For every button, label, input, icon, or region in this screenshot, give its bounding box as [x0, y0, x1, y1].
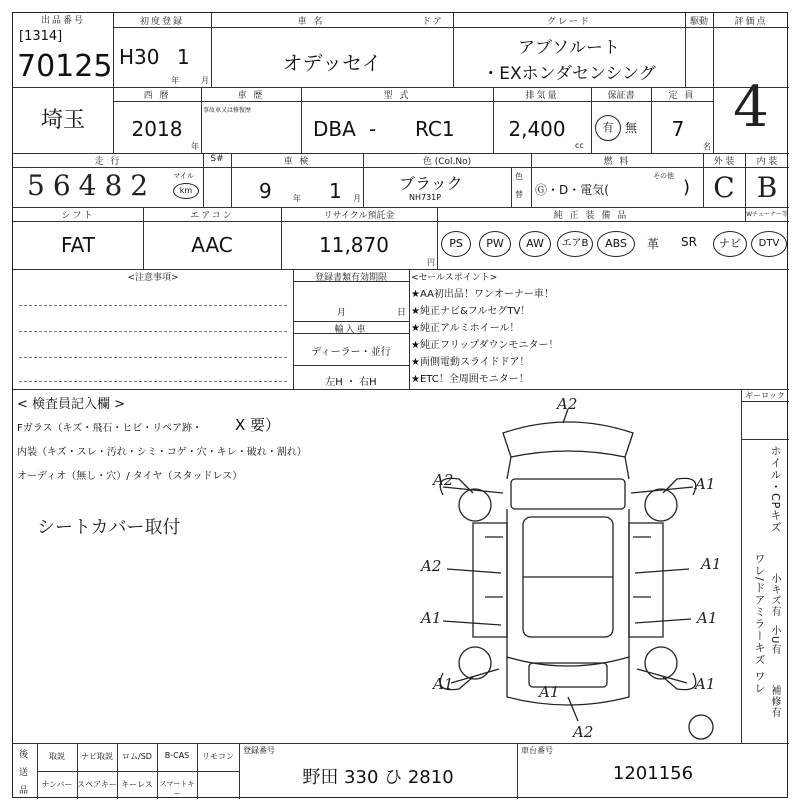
footer-left-1: 後: [19, 750, 29, 760]
inspector-line-1-mark: X 要）: [235, 416, 281, 434]
shaken-year: 9: [259, 179, 272, 203]
footer-item: ナビ取説: [81, 752, 113, 761]
shadai-label: 車 歴: [237, 91, 265, 101]
grade-line-1: アブソルート: [518, 38, 620, 58]
warranty-yes: 有: [595, 115, 621, 141]
import-label: 輸入車: [334, 325, 368, 335]
shaken-label: 車 検: [283, 157, 311, 167]
equip-abs: ABS: [597, 231, 635, 257]
mark-front-left-door: A2: [421, 557, 442, 575]
cc-unit: cc: [575, 141, 584, 150]
shift-label: シフト: [61, 211, 95, 221]
score: 4: [733, 75, 769, 140]
mark-front-right-door: A1: [701, 555, 722, 573]
drive-label: 駆動: [689, 17, 708, 27]
footer-item: リモコン: [202, 752, 234, 761]
door-label: ドア: [422, 17, 444, 27]
footer-left-2: 送: [19, 768, 29, 778]
chassis-number: 1201156: [612, 763, 694, 784]
mark-front-left-fender: A2: [433, 471, 454, 489]
side-note-4: 小U有: [769, 625, 780, 656]
capacity-unit: 名: [703, 142, 711, 151]
seireki: 2018: [131, 117, 183, 141]
month-unit: 月: [201, 76, 209, 85]
footer-item: キーレス: [121, 780, 153, 789]
fuel-options: Ⓖ・D・電気(: [535, 183, 609, 197]
sales-point: ★純正ナビ&フルセグTV！: [411, 306, 531, 317]
warranty-no: 無: [625, 121, 638, 135]
recycle-label: リサイクル預託金: [323, 211, 395, 221]
mark-tailgate: A1: [539, 683, 560, 701]
mark-rear-bumper: A2: [573, 723, 594, 741]
model-dash: -: [369, 117, 377, 141]
footer-item: ロム/SD: [122, 752, 152, 761]
key-label: ギーロック: [745, 391, 785, 400]
equip-airbag: エアB: [557, 231, 593, 257]
chassis-label: 車台番号: [521, 746, 553, 755]
capacity: 7: [671, 117, 685, 141]
mark-rear-right-door: A1: [697, 609, 718, 627]
footer-item: スペアキー: [77, 780, 117, 789]
sales-label: <セールスポイント>: [411, 273, 498, 283]
warranty-label: 保証書: [607, 91, 635, 101]
fuel-label: 燃 料: [603, 157, 631, 167]
auction-sheet: [12, 12, 788, 798]
shaken-month: 1: [329, 179, 342, 203]
mileage: 56482: [27, 169, 157, 202]
score-label: 評価点: [734, 17, 768, 27]
region: 埼玉: [40, 108, 85, 133]
equip-ps: PS: [441, 231, 471, 257]
side-note-3: 小キズ有: [769, 573, 780, 617]
fuel-close: ): [683, 177, 691, 198]
tuner-label: Wチューナー等: [746, 211, 788, 218]
side-note-1: ホイル・CPキズ: [769, 445, 782, 534]
mark-roof: A2: [557, 397, 578, 413]
plate-number: 野田 330 ひ 2810: [302, 767, 454, 788]
year-unit: 年: [171, 76, 179, 85]
footer-item: 取説: [49, 752, 65, 761]
inspector-handwritten: シートカバー取付: [37, 517, 181, 538]
first-reg-month: 1: [177, 45, 190, 69]
km-circled: km: [173, 183, 199, 199]
capacity-label: 定 員: [668, 91, 696, 101]
interior-grade: B: [756, 171, 778, 204]
recycle: 11,870: [319, 233, 389, 257]
equip-leather: 革: [647, 237, 660, 251]
sn-label: S#: [210, 154, 224, 164]
cc-label: 排気量: [525, 91, 559, 101]
shift: FAT: [60, 233, 95, 257]
lot-top-label: 出品番号: [40, 16, 85, 26]
interior-label: 内 装: [756, 157, 778, 167]
side-note-5: 補修有: [769, 685, 780, 718]
sales-point: ★純正フリップダウンモニター！: [411, 340, 559, 351]
shadai-sub: 事故車又は修復歴: [203, 107, 252, 114]
equip-dtv: DTV: [751, 231, 787, 257]
lot-code: [1314]: [19, 29, 63, 44]
ac: AAC: [191, 233, 233, 257]
reg-day-label: 日: [397, 308, 407, 318]
footer-item: スマートキー: [159, 780, 195, 798]
equip-sunroof: SR: [681, 235, 697, 249]
caution-label: <注意事項>: [127, 273, 179, 283]
reg-month-label: 月: [337, 308, 347, 318]
car-name-label: 車 名: [297, 17, 325, 27]
inspector-line-3: オーディオ（無し・穴）/ タイヤ（スタッドレス）: [17, 471, 243, 482]
plate-label: 登録番号: [243, 746, 275, 755]
color-change-2: 替: [515, 190, 523, 199]
car-name: オデッセイ: [282, 51, 382, 75]
fuel-other: その他: [653, 172, 674, 180]
first-reg-year: H30: [119, 45, 160, 69]
model-prefix: DBA: [313, 117, 356, 141]
color-label: 色 (Col.No): [422, 157, 472, 167]
sales-point: ★純正アルミホイール！: [411, 323, 520, 334]
reg-expiry-label: 登録書類有効期限: [314, 273, 387, 283]
sales-point: ★ETC！全周囲モニター！: [411, 374, 529, 385]
displacement: 2,400: [508, 117, 566, 141]
color-code: NH731P: [409, 193, 442, 202]
lot-number: 70125: [17, 49, 113, 84]
mark-rear-right-fender: A1: [695, 675, 716, 693]
mark-rear-left-door: A1: [421, 609, 442, 627]
car-damage-diagram: [403, 397, 733, 741]
exterior-label: 外 装: [713, 157, 735, 167]
mileage-label: 走 行: [94, 157, 122, 167]
footer-item: B-CAS: [164, 751, 190, 760]
seireki-label: 西 暦: [143, 91, 171, 101]
model-code: RC1: [415, 117, 455, 141]
equip-aw: AW: [519, 231, 551, 257]
shaken-month-unit: 月: [353, 194, 361, 203]
ac-label: エアコン: [190, 211, 234, 221]
footer-item: ナンバー: [41, 780, 73, 789]
exterior-grade: C: [713, 171, 735, 204]
seireki-year-unit: 年: [191, 142, 199, 151]
dealer-label: ディーラー・並行: [311, 347, 391, 358]
inspector-title: < 検査員記入欄 >: [17, 397, 126, 412]
sales-point: ★両側電動スライドドア！: [411, 357, 530, 368]
mark-front-right-fender: A1: [695, 475, 716, 493]
shaken-year-unit: 年: [293, 194, 301, 203]
model-label: 型 式: [383, 91, 411, 101]
inspector-line-1: Fガラス（キズ・飛石・ヒビ・リペア跡・: [17, 423, 203, 434]
equipment-label: 純 正 装 備 品: [553, 211, 629, 221]
mile-label: マイル: [173, 172, 194, 180]
grade-line-2: ・EXホンダセンシング: [482, 64, 656, 84]
first-reg-label: 初度登録: [139, 17, 184, 27]
inspector-line-2: 内装（キズ・スレ・汚れ・シミ・コゲ・穴・キレ・破れ・割れ）: [17, 447, 307, 458]
grade-label: グレード: [546, 17, 591, 27]
color-change-1: 色: [515, 172, 523, 181]
mark-rear-left-fender: A1: [433, 675, 454, 693]
sales-point: ★AA初出品！ワンオーナー車！: [411, 289, 554, 300]
yen-unit: 円: [427, 258, 435, 267]
footer-left-3: 品: [19, 786, 29, 796]
handle-label: 左H ・ 右H: [325, 377, 377, 388]
equip-navi: ナビ: [713, 231, 747, 257]
equip-pw: PW: [479, 231, 511, 257]
color-name: ブラック: [399, 174, 463, 193]
side-note-2: ワレ/ドアミラーキズ ワレ: [753, 553, 766, 695]
